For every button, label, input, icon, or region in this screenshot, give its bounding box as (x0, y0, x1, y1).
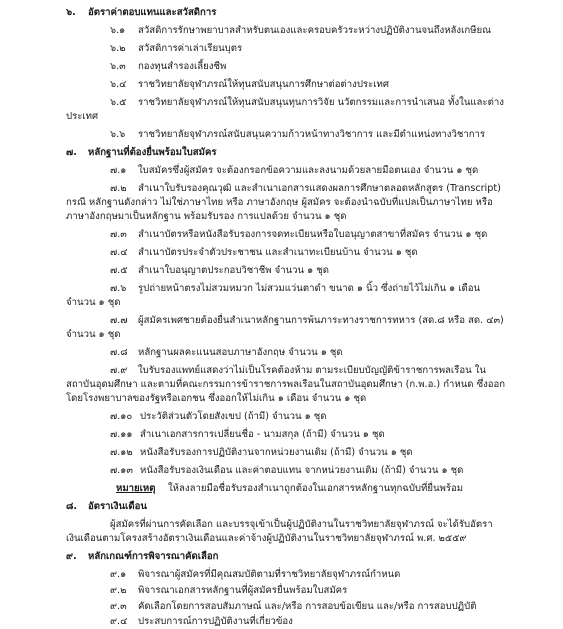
list-item-continuation: ภาษาอังกฤษมาเป็นหลักฐาน พร้อมรับรอง การแปลด้วย จำนวน ๑ ชุด (66, 211, 347, 222)
list-item-text: ราชวิทยาลัยจุฬาภรณ์ให้ทุนสนับสนุนการศึกษาต่อต่างประเทศ (138, 79, 389, 90)
list-item-number: ๗.๑ (110, 165, 127, 176)
list-item-number: ๗.๖ (110, 283, 127, 294)
list-item-text: สำเนาใบอนุญาตประกอบวิชาชีพ จำนวน ๑ ชุด (138, 265, 330, 276)
list-item-number: ๗.๒ (110, 183, 127, 194)
note-text: ให้ลงลายมือชื่อรับรองสำเนาถูกต้องในเอกสารหลักฐานทุกฉบับที่ยื่นพร้อม (168, 483, 464, 494)
paragraph-line: ผู้สมัครที่ผ่านการคัดเลือก และบรรจุเข้าเป็นผู้ปฏิบัติงานในราชวิทยาลัยจุฬาภรณ์ จะได้รับอัตรา (110, 519, 493, 530)
list-item-number: ๗.๕ (110, 265, 128, 276)
list-item-text: หลักฐานผลคะแนนสอบภาษาอังกฤษ จำนวน ๑ ชุด (138, 347, 343, 358)
list-item-continuation: โดยโรงพยาบาลของรัฐหรือเอกชน ซึ่งออกให้ไม่เกิน ๑ เดือน จำนวน ๑ ชุด (66, 393, 367, 404)
list-item-number: ๖.๔ (110, 79, 127, 90)
list-item-continuation: ประเทศ (66, 111, 99, 122)
list-item-number: ๖.๓ (110, 61, 126, 72)
list-item-text: ประสบการณ์การปฏิบัติงานที่เกี่ยวข้อง (138, 616, 293, 627)
list-item-text: ผู้สมัครเพศชายต้องยื่นสำเนาหลักฐานการพ้นภาระทางราชการทหาร (สด.๘ หรือ สด. ๔๓) (138, 315, 504, 326)
list-item-text: สำเนาใบรับรองคุณวุฒิ และสำเนาเอกสารแสดงผลการศึกษาตลอดหลักสูตร (Transcript) (138, 183, 501, 194)
section-9-number: ๙. (66, 551, 77, 562)
list-item-number: ๗.๔ (110, 247, 128, 258)
list-item-text: คัดเลือกโดยการสอบสัมภาษณ์ และ/หรือ การสอบข้อเขียน และ/หรือ การสอบปฏิบัติ (138, 601, 477, 612)
list-item-number: ๙.๔ (110, 616, 128, 627)
list-item-text: ประวัติส่วนตัวโดยสังเขป (ถ้ามี) จำนวน ๑ ชุด (140, 411, 327, 422)
section-6-number: ๖. (66, 7, 76, 18)
list-item-number: ๗.๑๓ (110, 465, 133, 476)
list-item-number: ๗.๑๐ (110, 411, 133, 422)
list-item-number: ๗.๑๑ (110, 429, 133, 440)
section-7-title: หลักฐานที่ต้องยื่นพร้อมใบสมัคร (88, 147, 217, 158)
list-item-number: ๖.๖ (110, 129, 126, 140)
list-item-text: ใบรับรองแพทย์แสดงว่าไม่เป็นโรคต้องห้าม ตามระเบียบบัญญัติข้าราชการพลเรือน ใน (138, 365, 486, 376)
list-item-number: ๗.๙ (110, 365, 128, 376)
list-item-text: หนังสือรับรองเงินเดือน และค่าตอบแทน จากหน่วยงานเดิม (ถ้ามี) จำนวน ๑ ชุด (140, 465, 464, 476)
list-item-text: สำเนาเอกสารการเปลี่ยนชื่อ - นามสกุล (ถ้ามี) จำนวน ๑ ชุด (140, 429, 385, 440)
list-item-text: ราชวิทยาลัยจุฬาภรณ์สนับสนุนความก้าวหน้าทางวิชาการ และมีตำแหน่งทางวิชาการ (138, 129, 486, 140)
section-8-title: อัตราเงินเดือน (88, 501, 147, 512)
list-item-continuation: สถาบันอุดมศึกษา และตามที่คณะกรรมการข้าราชการพลเรือนในสถาบันอุดมศึกษา (ก.พ.อ.) กำหนด ซึ่งออก (66, 379, 506, 390)
list-item-text: สวัสดิการค่าเล่าเรียนบุตร (138, 43, 243, 54)
list-item-number: ๙.๑ (110, 569, 127, 580)
list-item-text: สำเนาบัตรหรือหนังสือรับรองการจดทะเบียนหรือใบอนุญาตสาขาที่สมัคร จำนวน ๑ ชุด (138, 229, 488, 240)
list-item-continuation: จำนวน ๑ ชุด (66, 297, 121, 308)
section-6-title: อัตราค่าตอบแทนและสวัสดิการ (88, 7, 217, 18)
list-item-number: ๙.๒ (110, 585, 127, 596)
list-item-text: รูปถ่ายหน้าตรงไม่สวมหมวก ไม่สวมแว่นตาดำ ขนาด ๑ นิ้ว ซึ่งถ่ายไว้ไม่เกิน ๑ เดือน (138, 283, 481, 294)
list-item-number: ๖.๑ (110, 25, 126, 36)
list-item-text: พิจารณาเอกสารหลักฐานที่ผู้สมัครยื่นพร้อมใบสมัคร (138, 585, 348, 596)
list-item-text: ราชวิทยาลัยจุฬาภรณ์ให้ทุนสนับสนุนทุนการวิจัย นวัตกรรมและการนำเสนอ ทั้งในและต่าง (138, 97, 504, 108)
list-item-text: กองทุนสำรองเลี้ยงชีพ (138, 61, 227, 72)
note-label: หมายเหตุ (116, 483, 156, 494)
list-item-number: ๗.๑๒ (110, 447, 133, 458)
list-item-text: ใบสมัครซึ่งผู้สมัคร จะต้องกรอกข้อความและลงนามด้วยลายมือตนเอง จำนวน ๑ ชุด (138, 165, 479, 176)
section-8-number: ๘. (66, 501, 78, 512)
list-item-number: ๗.๘ (110, 347, 128, 358)
section-7-number: ๗. (66, 147, 77, 158)
list-item-number: ๗.๓ (110, 229, 127, 240)
list-item-number: ๖.๕ (110, 97, 127, 108)
list-item-number: ๙.๓ (110, 601, 127, 612)
list-item-number: ๖.๒ (110, 43, 126, 54)
list-item-text: หนังสือรับรองการปฏิบัติงานจากหน่วยงานเดิม (ถ้ามี) จำนวน ๑ ชุด (140, 447, 413, 458)
paragraph-line: เงินเดือนตามโครงสร้างอัตราเงินเดือนและค่าจ้างผู้ปฏิบัติงานในราชวิทยาลัยจุฬาภรณ์ พ.ศ. ๒๕๕๙ (66, 533, 467, 544)
list-item-continuation: กรณี หลักฐานดังกล่าว ไม่ใช่ภาษาไทย หรือ ภาษาอังกฤษ ผู้สมัคร จะต้องนำฉบับที่แปลเป็นภาษาไทย หรือ (66, 197, 493, 208)
list-item-number: ๗.๗ (110, 315, 128, 326)
list-item-text: สำเนาบัตรประจำตัวประชาชน และสำเนาทะเบียนบ้าน จำนวน ๑ ชุด (138, 247, 418, 258)
list-item-text: สวัสดิการรักษาพยาบาลสำหรับตนเองและครอบครัวระหว่างปฏิบัติงานจนถึงหลังเกษียณ (138, 25, 492, 36)
list-item-continuation: จำนวน ๑ ชุด (66, 329, 121, 340)
list-item-text: พิจารณาผู้สมัครที่มีคุณสมบัติตามที่ราชวิทยาลัยจุฬาภรณ์กำหนด (138, 569, 401, 580)
section-9-title: หลักเกณฑ์การพิจารณาคัดเลือก (88, 551, 219, 562)
